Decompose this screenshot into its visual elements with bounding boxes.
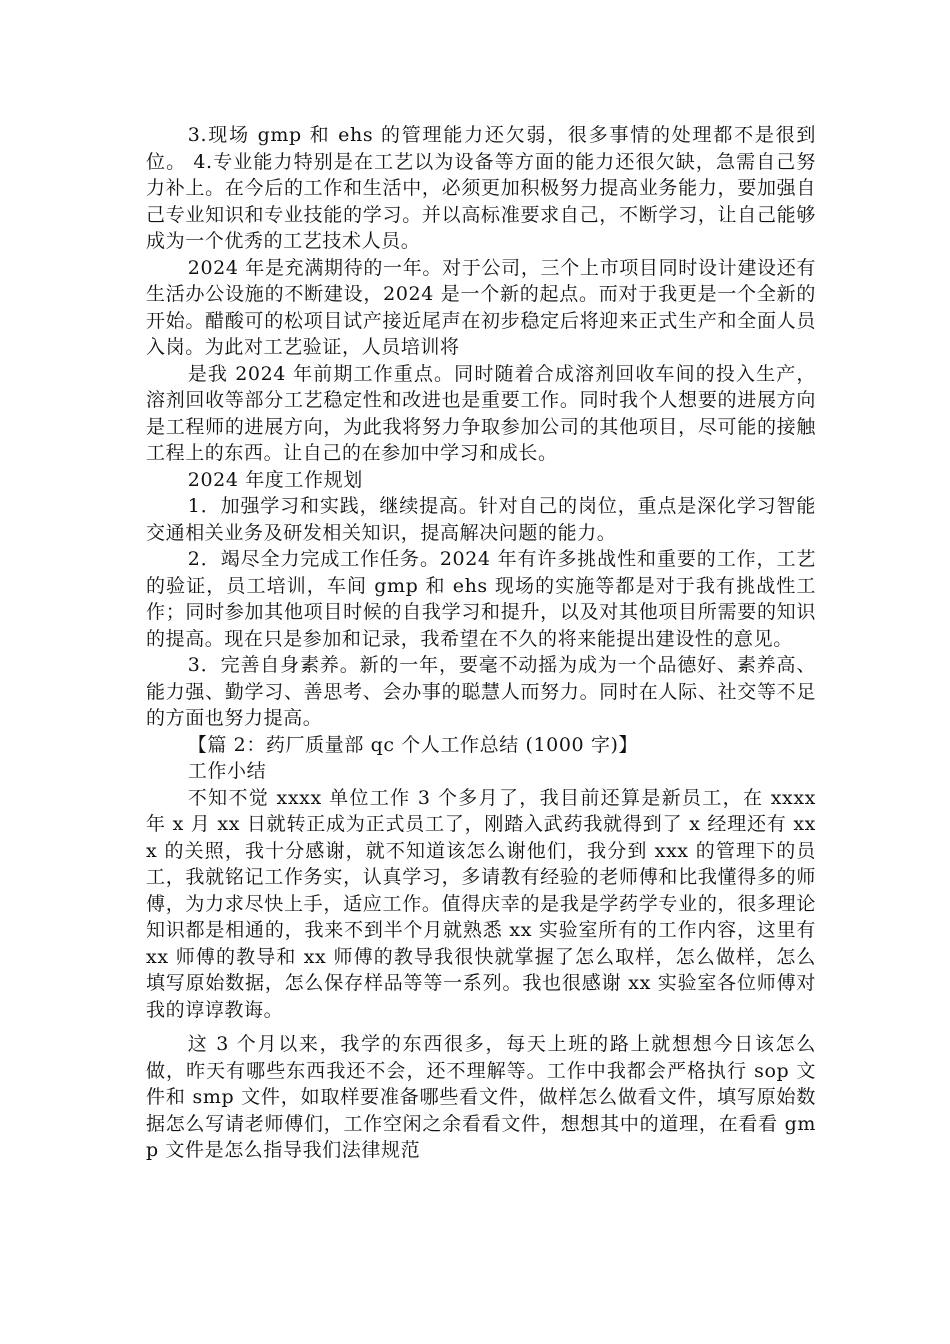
paragraph-work-summary-2: 这 3 个月以来，我学的东西很多，每天上班的路上就想想今日该怎么做，昨天有哪些东西我还不会，还不理解等。工作中我都会严格执行 sop 文件和 smp 文件，如取样要准备哪些看文件，做样怎么做看文件，填写原始数据怎么写请老师傅们，工作空闲之余看看文件，想想其中的道理，在看看 gmp 文件是怎么指导我们法律规范: [146, 1033, 816, 1161]
paragraph-2024-outlook: 2024 年是充满期待的一年。对于公司，三个上市项目同时设计建设还有生活办公设施的不断建设，2024 是一个新的起点。而对于我更是一个全新的开始。醋酸可的松项目试产接近尾声在初步稳定后将迎来正式生产和全面人员入岗。为此对工艺验证，人员培训将: [146, 256, 816, 358]
heading-2024-plan: 2024 年度工作规划: [187, 468, 363, 491]
paragraph-weaknesses: 3.现场 gmp 和 ehs 的管理能力还欠弱，很多事情的处理都不是很到位。 4.专业能力特别是在工艺以为设备等方面的能力还很欠缺，急需自己努力补上。在今后的工作和生活中，必须更加积极努力提高业务能力，要加强自己专业知识和专业技能的学习。并以高标准要求自己，不断学习，让自己能够成为一个优秀的工艺技术人员。: [146, 124, 816, 252]
heading-work-summary: 工作小结: [187, 760, 267, 782]
plan-item-2: 2．竭尽全力完成工作任务。2024 年有许多挑战性和重要的工作，工艺的验证，员工培训，车间 gmp 和 ehs 现场的实施等都是对于我有挑战性工作；同时参加其他项目时候的自我学习和提升，以及对其他项目所需要的知识的提高。现在只是参加和记录，我希望在不久的将来能提出建设性的意见。: [146, 548, 816, 650]
section-title-part-2: 【篇 2：药厂质量部 qc 个人工作总结 (1000 字)】: [187, 733, 639, 756]
paragraph-2024-focus: 是我 2024 年前期工作重点。同时随着合成溶剂回收车间的投入生产，溶剂回收等部分工艺稳定性和改进也是重要工作。同时我个人想要的进展方向是工程师的进展方向，为此我将努力争取参加公司的其他项目，尽可能的接触工程上的东西。让自己的在参加中学习和成长。: [146, 362, 816, 464]
document-body: [146, 122, 816, 1164]
plan-item-3: 3．完善自身素养。新的一年，要毫不动摇为成为一个品德好、素养高、能力强、勤学习、善思考、会办事的聪慧人而努力。同时在人际、社交等不足的方面也努力提高。: [146, 654, 816, 729]
plan-item-1: 1．加强学习和实践，继续提高。针对自己的岗位，重点是深化学习智能交通相关业务及研发相关知识，提高解决问题的能力。: [146, 495, 816, 544]
paragraph-work-summary-1: 不知不觉 xxxx 单位工作 3 个多月了，我目前还算是新员工，在 xxxx 年 x 月 xx 日就转正成为正式员工了，刚踏入武药我就得到了 x 经理还有 xxx 的关照，我十分感谢，就不知道该怎么谢他们，我分到 xxx 的管理下的员工，我就铭记工作务实，认真学习，多请教有经验的老师傅和比我懂得多的师傅，为力求尽快上手，适应工作。值得庆幸的是我是学药学专业的，很多理论知识都是相通的，我来不到半个月就熟悉 xx 实验室所有的工作内容，这里有 xx 师傅的教导和 xx 师傅的教导我很快就掌握了怎么取样，怎么做样，怎么填写原始数据，怎么保存样品等等一系列。我也很感谢 xx 实验室各位师傅对我的谆谆教诲。: [146, 786, 816, 1021]
